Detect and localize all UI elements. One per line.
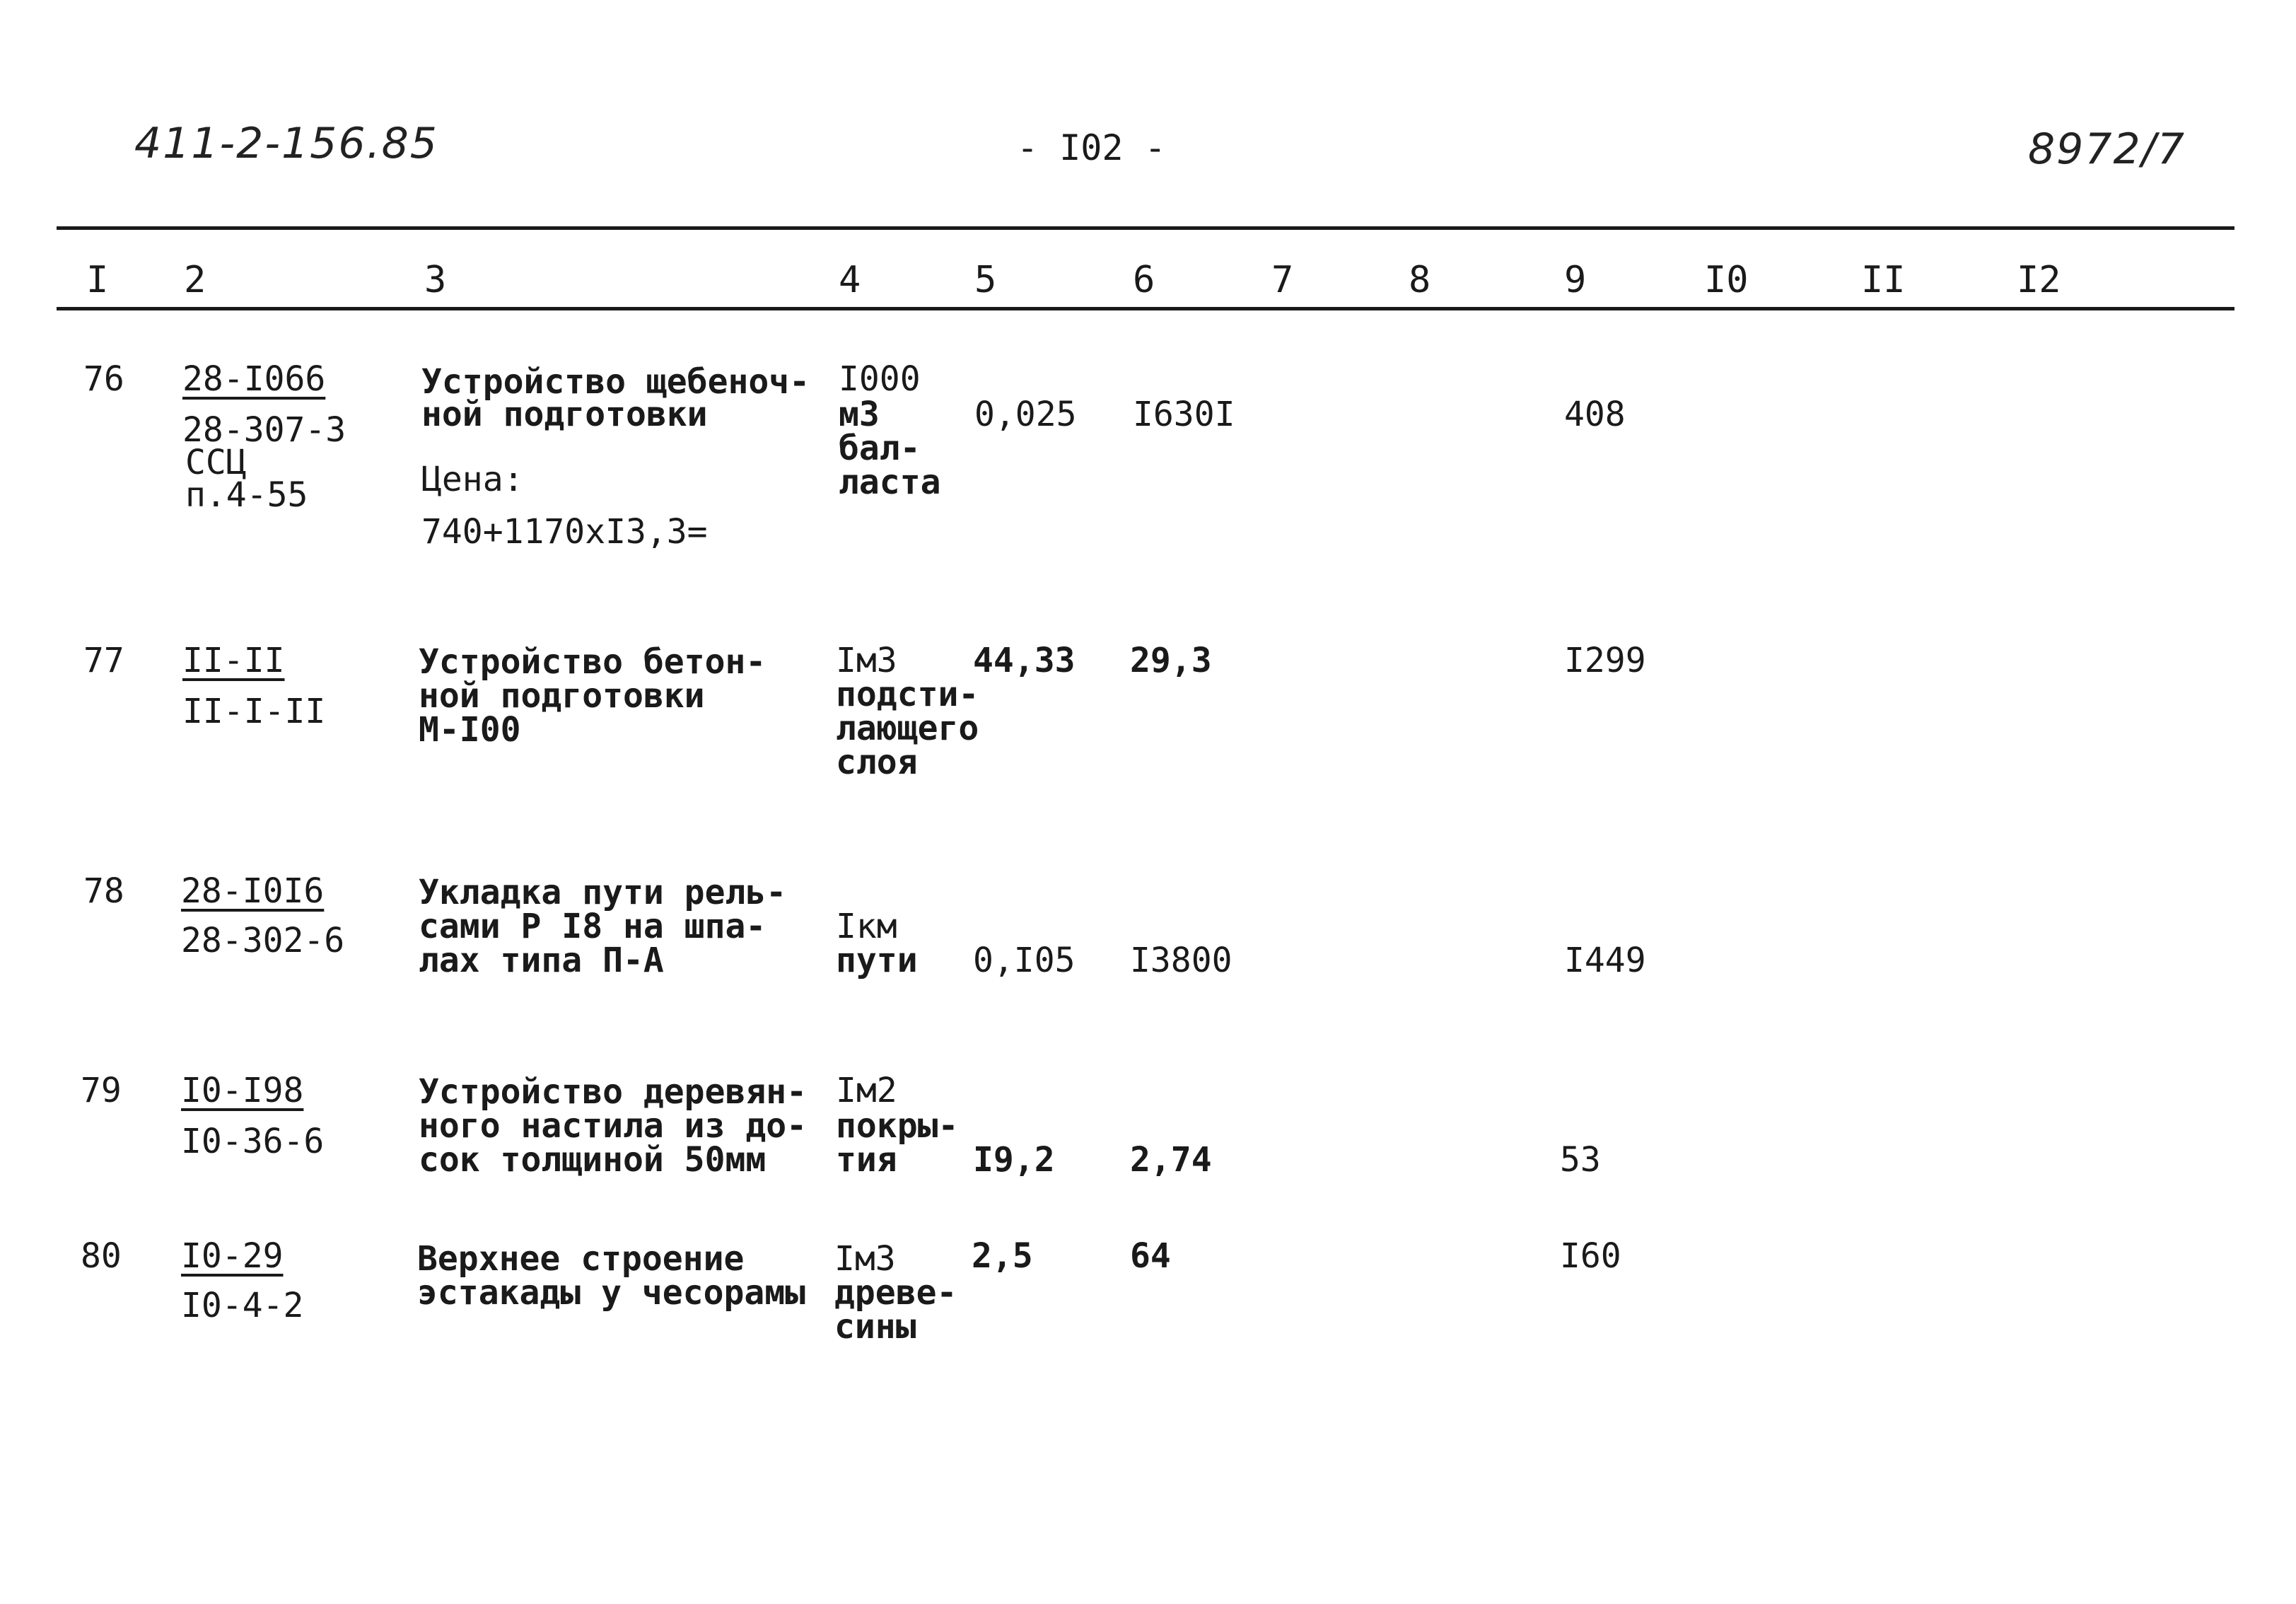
column-header: 8 (1409, 259, 1431, 301)
work-description: Верхнее строение (417, 1239, 745, 1279)
total-cost: 408 (1564, 395, 1626, 434)
work-description: Устройство бетон- (419, 642, 767, 682)
quantity: I9,2 (973, 1140, 1055, 1180)
work-description: Устройство деревян- (419, 1072, 808, 1112)
work-description: эстакады у чесорамы (417, 1273, 806, 1313)
norm-subcode: 28-302-6 (181, 921, 345, 960)
quantity: 2,5 (972, 1236, 1033, 1276)
norm-code: I0-I98 (181, 1071, 304, 1110)
total-cost: I449 (1564, 941, 1646, 980)
unit-line: пути (836, 941, 918, 980)
unit-line: Iм3 (834, 1239, 896, 1279)
total-cost: I60 (1560, 1236, 1621, 1276)
column-header: 6 (1133, 259, 1155, 301)
work-description: сок толщиной 50мм (419, 1140, 767, 1180)
total-cost: 53 (1560, 1140, 1601, 1180)
column-header: I0 (1704, 259, 1749, 301)
unit-line: покры- (836, 1106, 959, 1146)
unit-line: лающего (836, 709, 979, 748)
unit-line: м3 (839, 395, 880, 434)
document-code: 411-2-156.85 (134, 119, 438, 168)
work-description: сами Р I8 на шпа- (419, 907, 767, 946)
unit-price: I3800 (1130, 941, 1233, 980)
work-description: лах типа П-А (419, 941, 664, 980)
unit-price: 64 (1130, 1236, 1171, 1276)
unit-line: ласта (839, 463, 941, 502)
column-header: 2 (184, 259, 206, 301)
norm-code: I0-29 (181, 1236, 284, 1276)
unit-line: сины (834, 1307, 916, 1347)
row-number: 80 (81, 1236, 122, 1276)
norm-code: II-II (182, 641, 285, 680)
quantity: 44,33 (973, 641, 1076, 680)
unit-line: бал- (839, 429, 921, 468)
norm-subcode: 28-307-3 (182, 410, 346, 450)
unit-line: Iкм (836, 907, 897, 946)
row-number: 77 (83, 641, 124, 680)
quantity: 0,I05 (973, 941, 1076, 980)
table-header-rule (57, 307, 2234, 310)
column-header: 4 (839, 259, 861, 301)
column-header: I (86, 259, 109, 301)
column-header: 9 (1564, 259, 1587, 301)
price-formula: 740+1170хI3,3= (421, 512, 708, 552)
price-label: Цена: (421, 460, 524, 499)
norm-code: 28-I066 (182, 359, 326, 399)
unit-price: 2,74 (1130, 1140, 1212, 1180)
quantity: 0,025 (974, 395, 1077, 434)
norm-subcode: I0-4-2 (181, 1286, 304, 1325)
unit-line: древе- (834, 1273, 957, 1313)
work-description: ной подготовки (421, 395, 708, 434)
total-cost: I299 (1564, 641, 1646, 680)
norm-subcode: I0-36-6 (181, 1122, 325, 1161)
norm-code: 28-I0I6 (181, 871, 325, 911)
column-header: 7 (1271, 259, 1294, 301)
page-number: - I02 - (1017, 127, 1166, 168)
work-description: ной подготовки (419, 676, 705, 716)
unit-line: Iм3 (836, 641, 897, 680)
unit-line: I000 (839, 359, 921, 399)
norm-subcode: п.4-55 (185, 475, 308, 515)
column-header: II (1861, 259, 1906, 301)
column-header: 3 (424, 259, 447, 301)
sheet-number: 8972/7 (2028, 124, 2186, 174)
unit-line: тия (836, 1140, 897, 1180)
work-description: Укладка пути рель- (419, 873, 787, 912)
column-header: 5 (974, 259, 997, 301)
work-description: М-I00 (419, 710, 521, 750)
row-number: 79 (81, 1071, 122, 1110)
work-description: Устройство щебеноч- (421, 362, 810, 402)
unit-price: 29,3 (1130, 641, 1212, 680)
unit-line: Iм2 (836, 1071, 897, 1110)
row-number: 78 (83, 871, 124, 911)
row-number: 76 (83, 359, 124, 399)
unit-line: подсти- (836, 675, 979, 714)
column-header: I2 (2017, 259, 2061, 301)
unit-line: слоя (836, 743, 918, 782)
work-description: ного настила из до- (419, 1106, 808, 1146)
table-top-rule (57, 226, 2234, 230)
norm-subcode: ССЦ (185, 443, 247, 482)
unit-price: I630I (1133, 395, 1235, 434)
norm-subcode: II-I-II (182, 692, 326, 731)
